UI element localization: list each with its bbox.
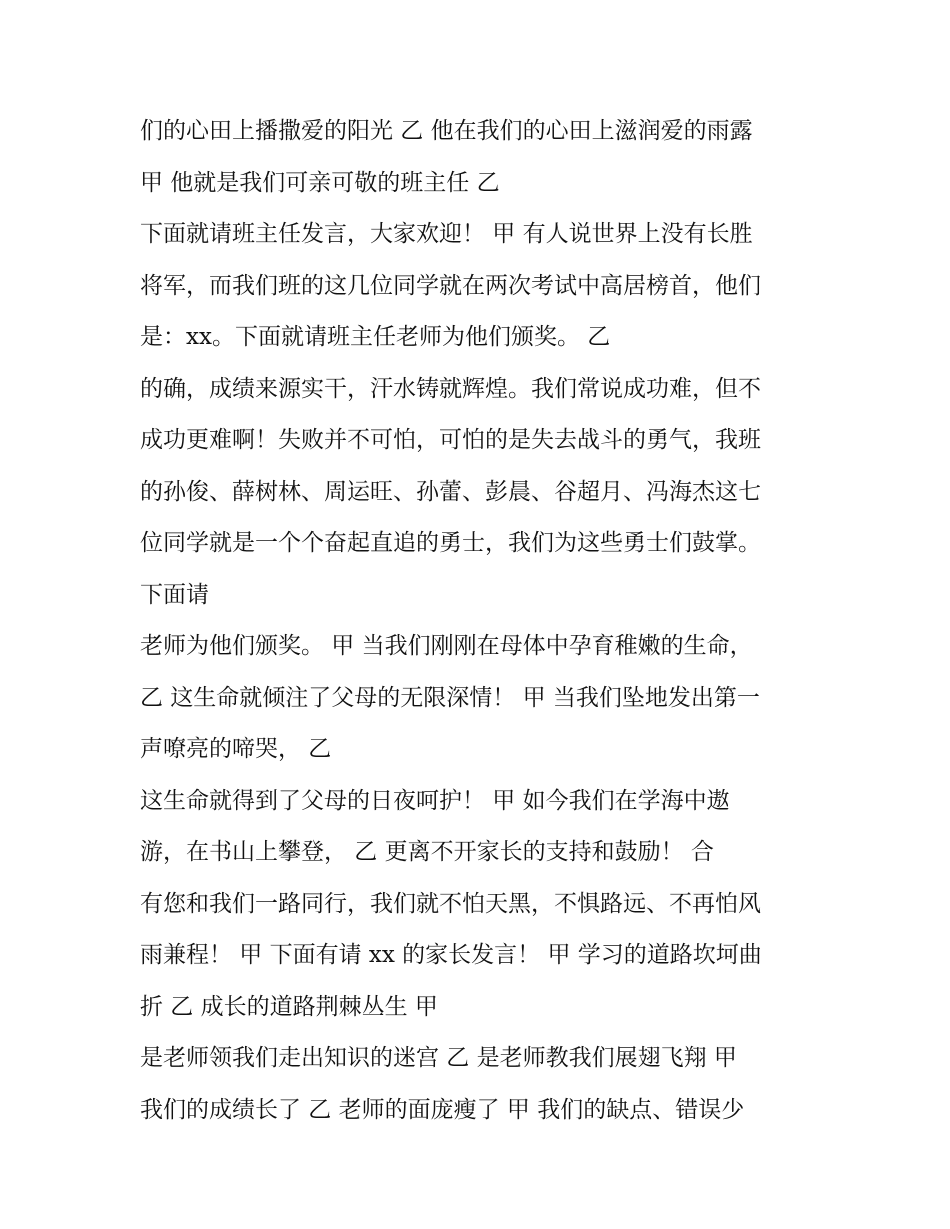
document-body [140, 106, 820, 1136]
text-line: 我们的成绩长了 乙 老师的面庞瘦了 甲 我们的缺点、错误少 [140, 1096, 745, 1123]
text-line: 的确，成绩来源实干，汗水铸就辉煌。我们常说成功难，但不 [140, 375, 761, 402]
text-line: 雨兼程！ 甲 下面有请 xx 的家长发言！ 甲 学习的道路坎坷曲 [140, 942, 762, 968]
text-line: 是：xx。下面就请班主任老师为他们颁奖。 乙 [140, 324, 611, 350]
text-line: 成功更难啊！失败并不可怕，可怕的是失去战斗的勇气，我班 [140, 427, 761, 453]
text-line: 是老师领我们走出知识的迷宫 乙 是老师教我们展翅飞翔 甲 [140, 1045, 737, 1071]
text-line: 有您和我们一路同行，我们就不怕天黑，不惧路远、不再怕风 [140, 890, 761, 917]
text-line: 这生命就得到了父母的日夜呵护！ 甲 如今我们在学海中遨 [140, 787, 730, 814]
text-line: 下面请 [140, 581, 209, 608]
text-line: 位同学就是一个个奋起直追的勇士，我们为这些勇士们鼓掌。 [140, 530, 761, 556]
text-line: 甲 他就是我们可亲可敬的班主任 乙 [140, 169, 500, 196]
text-line: 乙 这生命就倾注了父母的无限深情！ 甲 当我们坠地发出第一 [140, 684, 760, 711]
text-line: 老师为他们颁奖。 甲 当我们刚刚在母体中孕育稚嫩的生命， [140, 633, 753, 659]
text-line: 下面就请班主任发言，大家欢迎！ 甲 有人说世界上没有长胜 [140, 221, 753, 247]
text-line: 游，在书山上攀登， 乙 更离不开家长的支持和鼓励！ 合 [140, 839, 714, 865]
text-line: 们的心田上播撒爱的阳光 乙 他在我们的心田上滋润爱的雨露 [140, 118, 753, 144]
text-line: 折 乙 成长的道路荆棘丛生 甲 [140, 993, 438, 1020]
text-line: 声嘹亮的啼哭， 乙 [140, 736, 332, 762]
text-line: 的孙俊、薛树林、周运旺、孙蕾、彭晨、谷超月、冯海杰这七 [140, 478, 761, 505]
text-line: 将军，而我们班的这几位同学就在两次考试中高居榜首，他们 [140, 272, 761, 299]
